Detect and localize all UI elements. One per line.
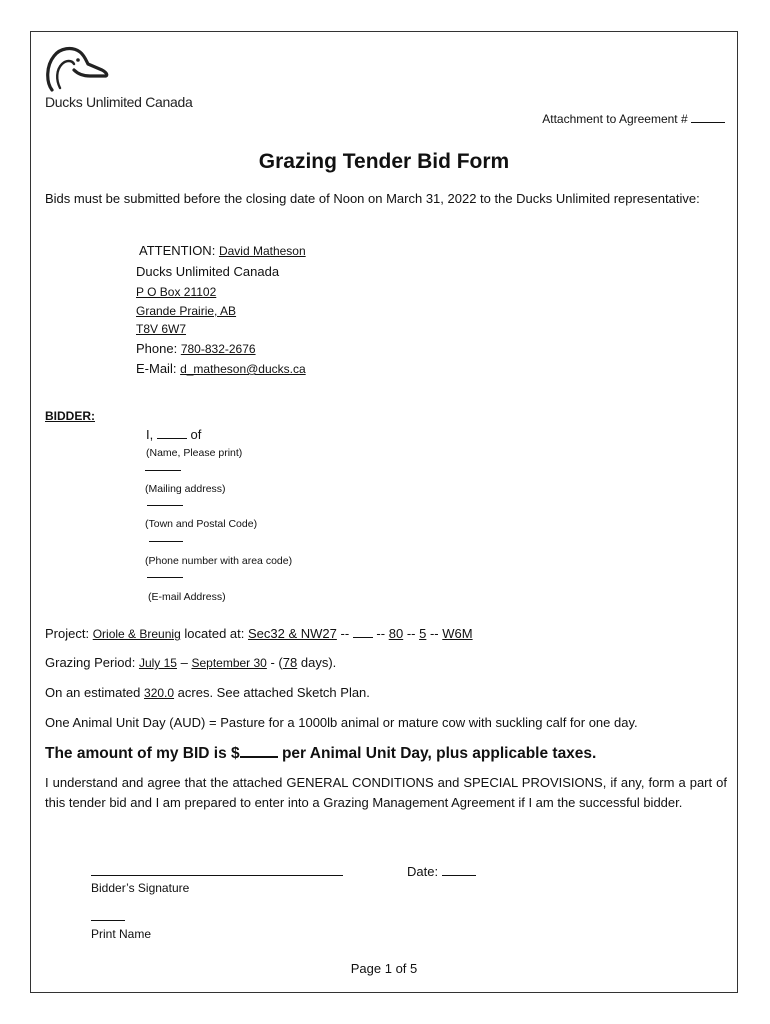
- mailing-address-blank[interactable]: [145, 470, 181, 471]
- acres-value: 320.0: [144, 686, 175, 700]
- agreement-number-blank[interactable]: [691, 110, 725, 123]
- date-line: [407, 863, 476, 879]
- email-line: [136, 361, 306, 376]
- attention-label: ATTENTION:: [139, 243, 216, 258]
- ducks-unlimited-logo-icon: [44, 44, 114, 92]
- logo-wordmark: Ducks Unlimited Canada: [45, 94, 193, 110]
- mailing-hint: (Mailing address): [145, 483, 226, 495]
- bid-amount-blank[interactable]: [240, 742, 278, 758]
- grazing-start: July 15: [138, 656, 177, 670]
- days-open: - (: [270, 655, 283, 670]
- phone-number-blank[interactable]: [149, 541, 183, 542]
- bid-prefix: The amount of my BID is $: [45, 745, 240, 762]
- agreement-paragraph: I understand and agree that the attached GENERAL CONDITIONS and SPECIAL PROVISIONS, if any, form a part of this tender bid and I am prepared to enter into a Grazing Management Agreement if I am the successful bidder.: [45, 775, 727, 810]
- page-title: Grazing Tender Bid Form: [258, 150, 510, 173]
- address-city: Grande Prairie, AB: [136, 304, 237, 318]
- acres-line: [45, 685, 370, 700]
- bidder-heading: BIDDER:: [45, 409, 95, 423]
- town-hint: (Town and Postal Code): [145, 518, 258, 530]
- document-page: [30, 31, 738, 993]
- address-po-box: P O Box 21102: [136, 285, 217, 299]
- separator: --: [376, 626, 386, 641]
- email-label: E-Mail:: [136, 361, 177, 376]
- attachment-line: [542, 110, 725, 126]
- grazing-period-line: [45, 655, 336, 670]
- acres-prefix: On an estimated: [45, 685, 141, 700]
- address-org: Ducks Unlimited Canada: [136, 264, 280, 279]
- attention-line: [139, 243, 306, 258]
- acres-suffix: acres. See attached Sketch Plan.: [177, 685, 370, 700]
- grazing-label: Grazing Period:: [45, 655, 136, 670]
- project-section: Sec32 & NW27: [248, 626, 337, 641]
- email-hint: (E-mail Address): [148, 591, 226, 603]
- separator: --: [340, 626, 350, 641]
- page-number: Page 1 of 5: [350, 961, 418, 976]
- aud-definition: One Animal Unit Day (AUD) = Pasture for a 1000lb animal or mature cow with suckling calf for one day.: [45, 715, 638, 730]
- print-name-label: Print Name: [91, 927, 152, 941]
- town-postal-blank[interactable]: [147, 505, 183, 506]
- project-range: 5: [419, 626, 427, 641]
- project-name: Oriole & Breunig: [92, 627, 181, 641]
- print-name-blank[interactable]: [91, 920, 125, 921]
- bid-suffix: per Animal Unit Day, plus applicable taxes.: [281, 745, 597, 762]
- project-label: Project:: [45, 626, 90, 641]
- bid-amount-line: [45, 742, 596, 763]
- bidder-name-line: [146, 426, 201, 442]
- project-township: 80: [388, 626, 404, 641]
- date-label: Date:: [407, 864, 439, 879]
- days-close: days).: [300, 655, 337, 670]
- signature-blank[interactable]: [91, 875, 343, 876]
- phone-value: 780-832-2676: [180, 342, 256, 356]
- email-value: d_matheson@ducks.ca: [180, 362, 306, 376]
- grazing-days: 78: [282, 655, 298, 670]
- project-line: [45, 625, 473, 641]
- phone-label: Phone:: [136, 341, 178, 356]
- attention-name: David Matheson: [218, 244, 306, 258]
- email-address-blank[interactable]: [147, 577, 183, 578]
- address-postal: T8V 6W7: [136, 322, 187, 336]
- located-label: located at:: [184, 626, 245, 641]
- signature-label: Bidder’s Signature: [91, 881, 190, 895]
- project-lsd-blank[interactable]: [353, 625, 373, 638]
- project-meridian: W6M: [442, 626, 473, 641]
- date-blank[interactable]: [442, 863, 476, 876]
- separator: --: [406, 626, 416, 641]
- separator: --: [429, 626, 439, 641]
- phone-line: [136, 341, 256, 356]
- name-hint: (Name, Please print): [146, 447, 243, 459]
- intro-paragraph: Bids must be submitted before the closing date of Noon on March 31, 2022 to the Ducks Unlimited representative:: [45, 191, 700, 206]
- i-label: I,: [146, 427, 154, 442]
- phone-hint: (Phone number with area code): [145, 555, 293, 567]
- grazing-dash: –: [180, 655, 188, 670]
- bidder-name-blank[interactable]: [157, 426, 187, 439]
- of-label: of: [190, 427, 202, 442]
- grazing-end: September 30: [191, 656, 267, 670]
- attachment-label: Attachment to Agreement #: [542, 112, 688, 126]
